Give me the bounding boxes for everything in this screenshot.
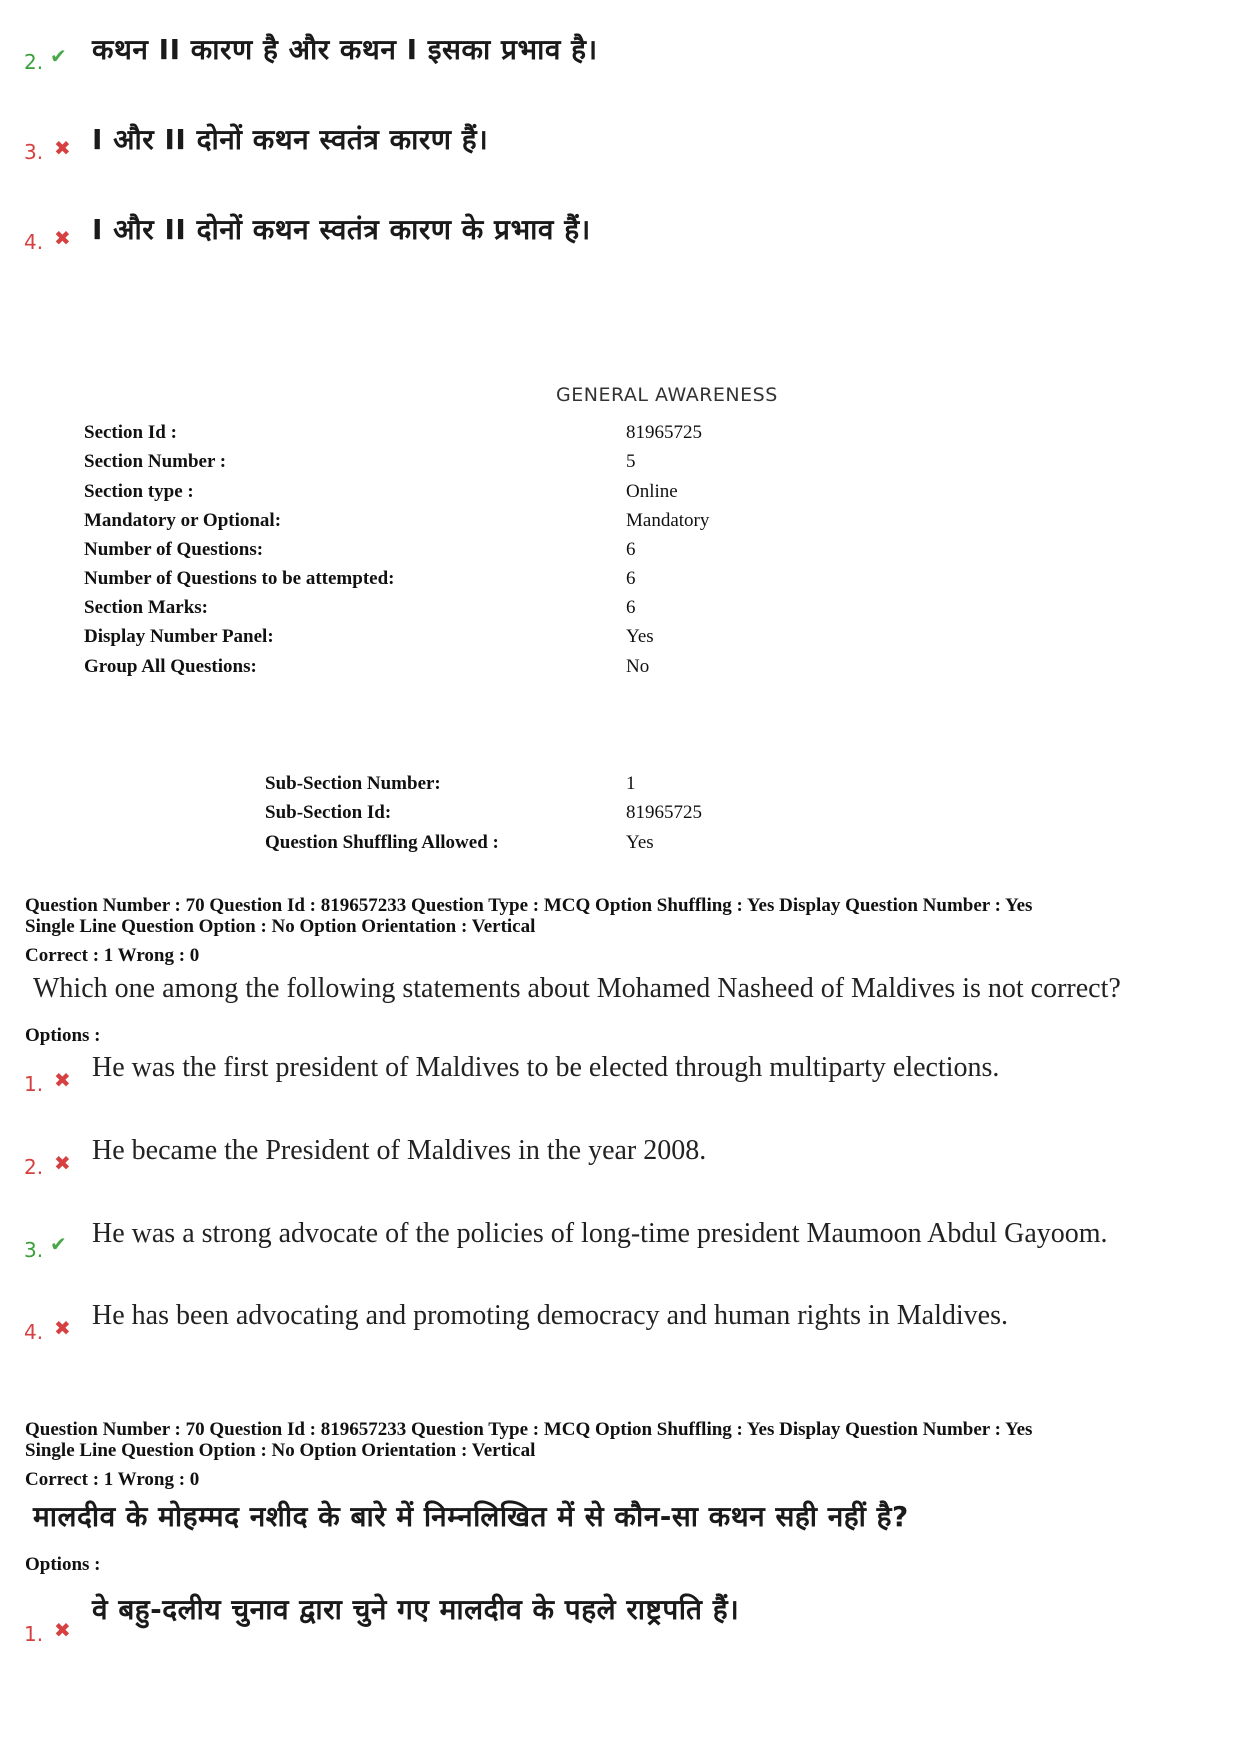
subsection-value: 81965725 [626, 802, 702, 823]
subsection-label: Sub-Section Id: [265, 802, 392, 823]
option-number: 1. [24, 1622, 44, 1646]
cross-icon: ✖ [54, 1316, 71, 1340]
subsection-label: Question Shuffling Allowed : [265, 832, 499, 853]
question-text: Which one among the following statements about Mohamed Nasheed of Maldives is not correct? [33, 973, 1121, 1004]
question-meta-line2: Single Line Question Option : No Option Orientation : Vertical [25, 916, 536, 937]
option-number: 2. [24, 1155, 44, 1179]
options-label: Options : [25, 1025, 101, 1046]
section-value: Mandatory [626, 510, 710, 531]
section-label: Mandatory or Optional: [84, 510, 282, 531]
check-icon: ✔ [50, 1232, 67, 1256]
option-number: 4. [24, 230, 44, 254]
section-value: 6 [626, 597, 636, 618]
option-text: I और II दोनों कथन स्वतंत्र कारण हैं। [92, 123, 489, 156]
section-value: 81965725 [626, 422, 702, 443]
section-value: 6 [626, 539, 636, 560]
option-text: कथन II कारण है और कथन I इसका प्रभाव है। [92, 33, 598, 66]
subsection-value: Yes [626, 832, 654, 853]
section-label: Number of Questions to be attempted: [84, 568, 395, 589]
option-text: He has been advocating and promoting democracy and human rights in Maldives. [92, 1300, 1008, 1331]
section-value: No [626, 656, 650, 677]
cross-icon: ✖ [54, 226, 71, 250]
cross-icon: ✖ [54, 1618, 71, 1642]
section-value: 6 [626, 568, 636, 589]
option-number: 2. [24, 50, 44, 74]
cross-icon: ✖ [54, 1151, 71, 1175]
question-text: मालदीव के मोहम्मद नशीद के बारे में निम्नलिखित में से कौन-सा कथन सही नहीं है? [33, 1500, 909, 1533]
section-label: Display Number Panel: [84, 626, 274, 647]
option-text: I और II दोनों कथन स्वतंत्र कारण के प्रभाव हैं। [92, 213, 591, 246]
cross-icon: ✖ [54, 136, 71, 160]
section-label: Section Marks: [84, 597, 209, 618]
section-label: Group All Questions: [84, 656, 257, 677]
question-meta-line2: Single Line Question Option : No Option Orientation : Vertical [25, 1440, 536, 1461]
option-text: वे बहु-दलीय चुनाव द्वारा चुने गए मालदीव के पहले राष्ट्रपति हैं। [92, 1593, 740, 1626]
section-label: Number of Questions: [84, 539, 264, 560]
option-number: 4. [24, 1320, 44, 1344]
option-number: 3. [24, 140, 44, 164]
section-label: Section Id : [84, 422, 177, 443]
question-marks: Correct : 1 Wrong : 0 [25, 945, 200, 966]
subsection-value: 1 [626, 773, 636, 794]
section-title: GENERAL AWARENESS [556, 384, 778, 406]
option-number: 1. [24, 1072, 44, 1096]
option-text: He became the President of Maldives in the year 2008. [92, 1135, 707, 1166]
option-text: He was a strong advocate of the policies of long-time president Maumoon Abdul Gayoom. [92, 1218, 1108, 1249]
section-value: Yes [626, 626, 654, 647]
section-label: Section Number : [84, 451, 227, 472]
option-number: 3. [24, 1238, 44, 1262]
question-marks: Correct : 1 Wrong : 0 [25, 1469, 200, 1490]
section-label: Section type : [84, 481, 194, 502]
subsection-label: Sub-Section Number: [265, 773, 441, 794]
section-value: 5 [626, 451, 636, 472]
cross-icon: ✖ [54, 1068, 71, 1092]
options-label: Options : [25, 1554, 101, 1575]
option-text: He was the first president of Maldives to be elected through multiparty elections. [92, 1052, 1000, 1083]
section-value: Online [626, 481, 678, 502]
question-meta: Question Number : 70 Question Id : 819657233 Question Type : MCQ Option Shuffling : Yes Display Question Number : Yes [25, 895, 1033, 916]
question-meta: Question Number : 70 Question Id : 819657233 Question Type : MCQ Option Shuffling : Yes Display Question Number : Yes [25, 1419, 1033, 1440]
check-icon: ✔ [50, 44, 67, 68]
